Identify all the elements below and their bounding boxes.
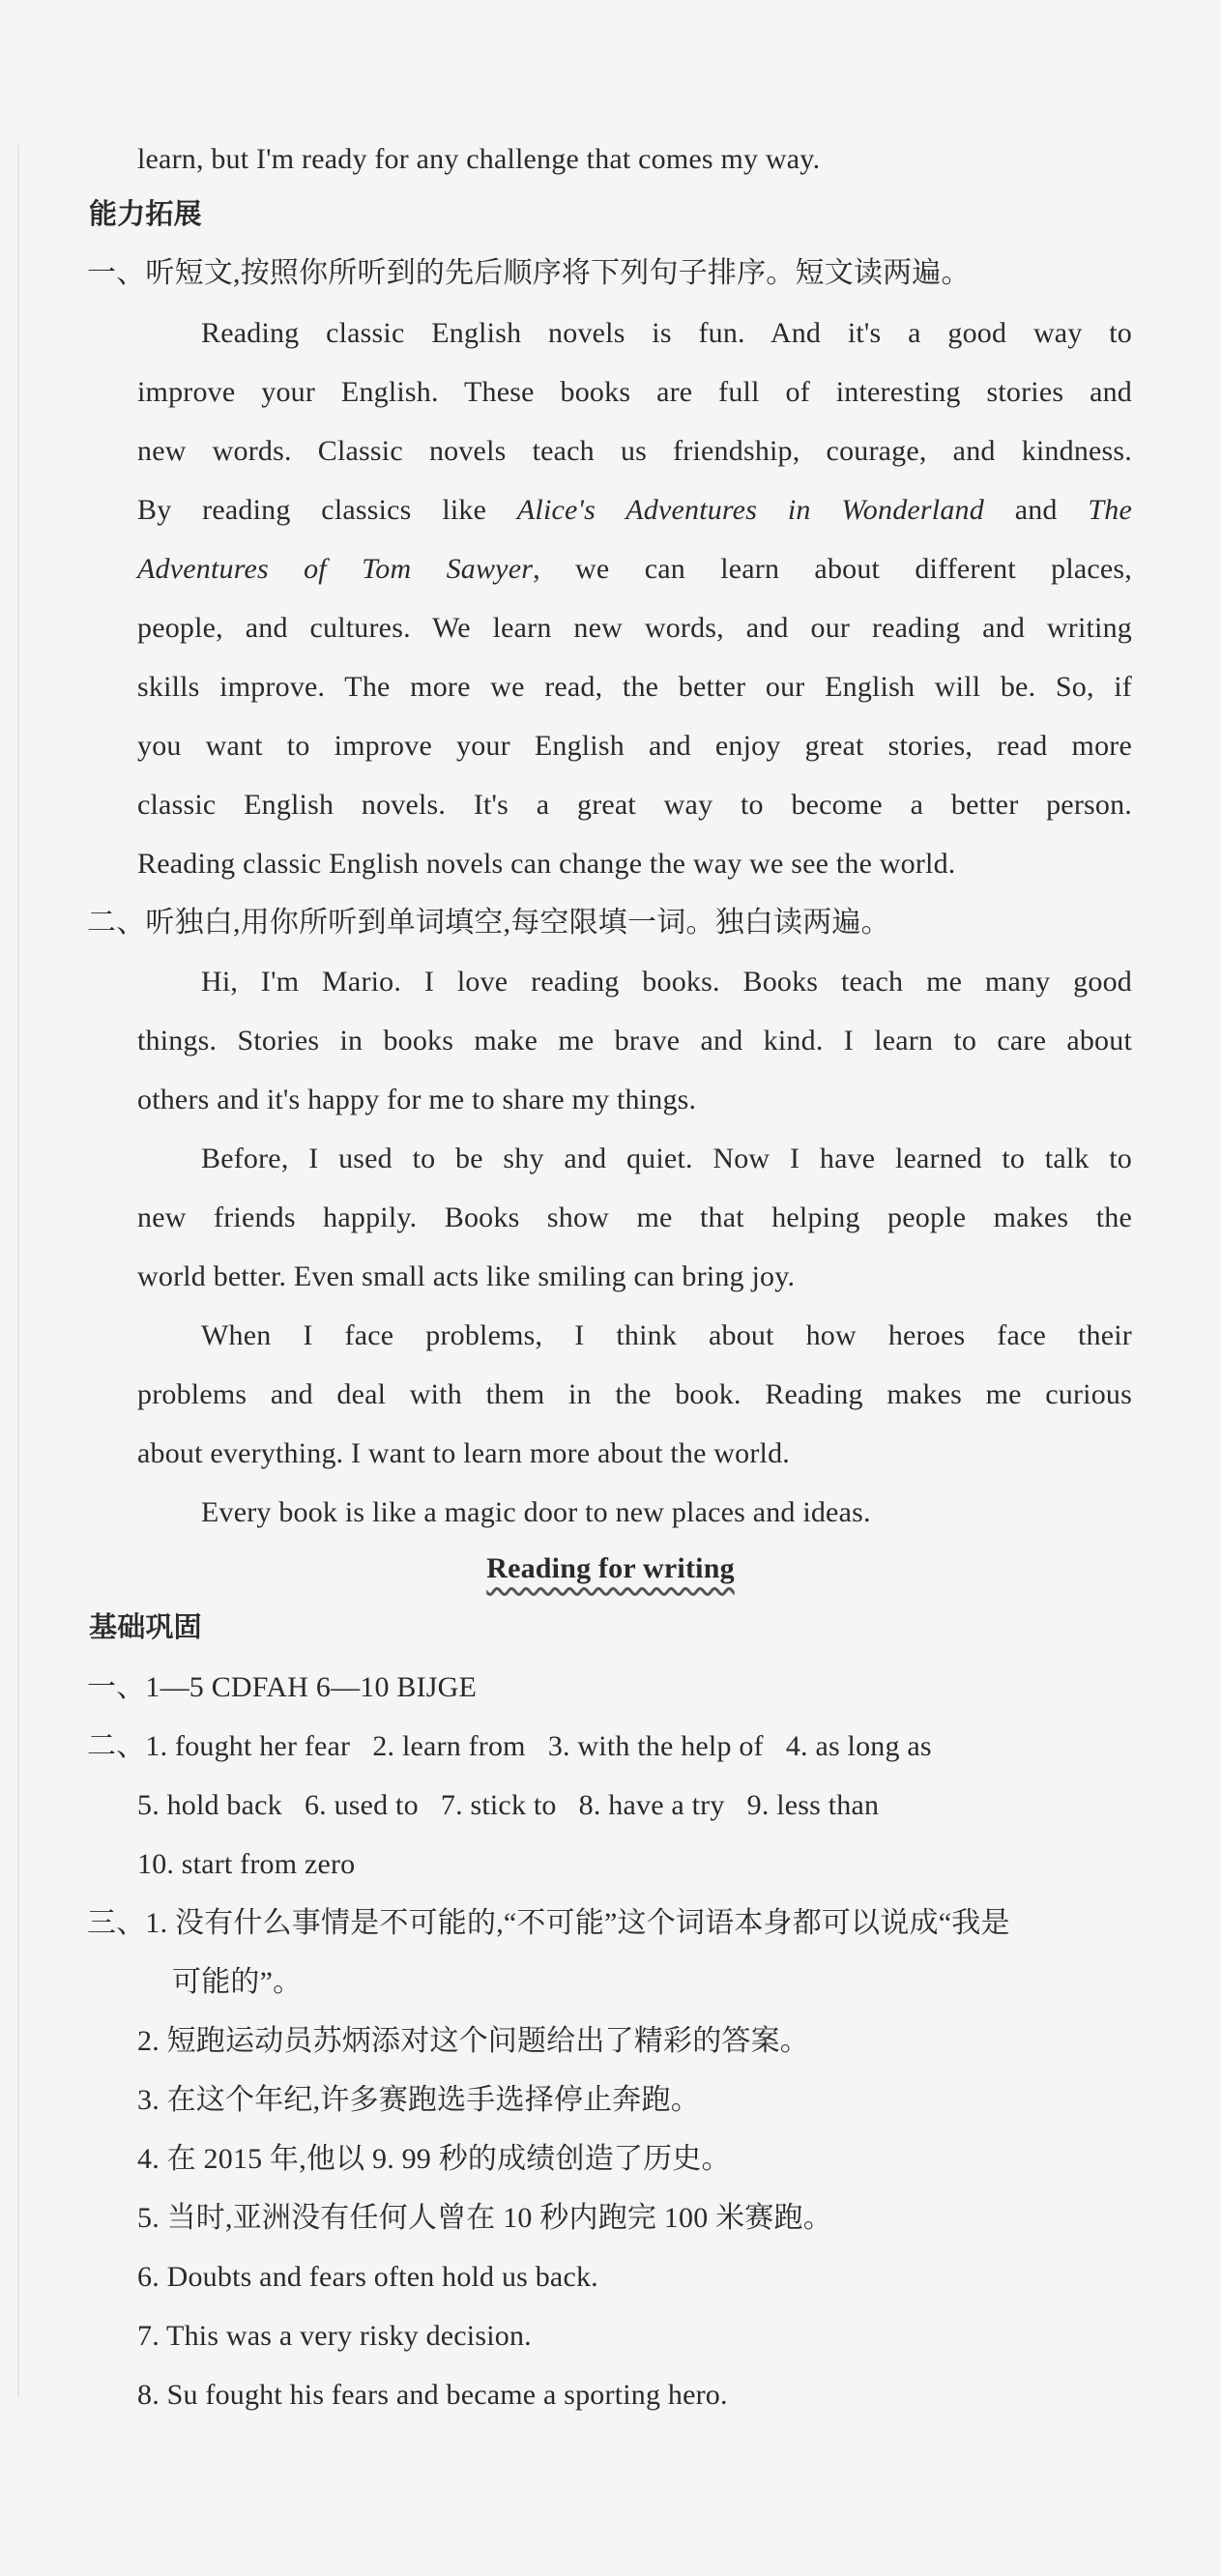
- passage-line: Reading classic English novels is fun. And it's a good way to: [201, 317, 1132, 349]
- passage-text: By reading classics like: [137, 494, 487, 526]
- passage-line: people, and cultures. We learn new words, and our reading and writing: [137, 612, 1132, 644]
- answer-line: 二、1. fought her fear 2. learn from 3. with the help of 4. as long as: [87, 1730, 932, 1762]
- answer-line: 一、1—5 CDFAH 6—10 BIJGE: [87, 1671, 478, 1703]
- answer-line: 7. This was a very risky decision.: [137, 2320, 532, 2352]
- passage-line: classic English novels. It's a great way to become a better person.: [137, 789, 1132, 821]
- book-title-tom-sawyer: Adventures of Tom Sawyer: [137, 553, 534, 585]
- monologue-line: world better. Even small acts like smiling can bring joy.: [137, 1260, 796, 1292]
- answer-line: 10. start from zero: [137, 1848, 356, 1880]
- monologue-line: others and it's happy for me to share my things.: [137, 1084, 697, 1115]
- passage-line: you want to improve your English and enjoy great stories, read more: [137, 730, 1132, 762]
- passage-line: skills improve. The more we read, the better our English will be. So, if: [137, 671, 1132, 703]
- section-heading-basics: 基础巩固: [89, 1612, 202, 1643]
- book-title-the: The: [1088, 494, 1133, 526]
- answer-line: 6. Doubts and fears often hold us back.: [137, 2261, 598, 2293]
- answer-line: 8. Su fought his fears and became a sporting hero.: [137, 2379, 728, 2411]
- monologue-line: When I face problems, I think about how heroes face their: [201, 1319, 1132, 1351]
- monologue-line: Every book is like a magic door to new places and ideas.: [201, 1496, 871, 1528]
- monologue-line: things. Stories in books make me brave and kind. I learn to care about: [137, 1025, 1132, 1056]
- passage-line-titles: [137, 550, 1132, 589]
- answer-line: 可能的”。: [172, 1966, 303, 1998]
- book-title-alice: Alice's Adventures in Wonderland: [516, 494, 984, 526]
- section-heading-ability: 能力拓展: [89, 199, 202, 230]
- answer-line: 2. 短跑运动员苏炳添对这个问题给出了精彩的答案。: [137, 2025, 809, 2057]
- passage-line: improve your English. These books are full of interesting stories and: [137, 376, 1132, 408]
- monologue-line: about everything. I want to learn more about the world.: [137, 1437, 790, 1469]
- passage-text: and: [1014, 494, 1058, 526]
- question-1-instruction: 一、听短文,按照你所听到的先后顺序将下列句子排序。短文读两遍。: [87, 257, 971, 289]
- answer-line: 5. 当时,亚洲没有任何人曾在 10 秒内跑完 100 米赛跑。: [137, 2202, 832, 2234]
- text-line: learn, but I'm ready for any challenge that comes my way.: [137, 143, 821, 175]
- reading-for-writing-title: Reading for writing: [486, 1552, 735, 1584]
- monologue-line: Hi, I'm Mario. I love reading books. Books teach me many good: [201, 966, 1132, 998]
- answer-line: 三、1. 没有什么事情是不可能的,“不可能”这个词语本身都可以说成“我是: [87, 1907, 1010, 1939]
- passage-line: Reading classic English novels can change the way we see the world.: [137, 848, 956, 880]
- answer-line: 3. 在这个年纪,许多赛跑选手选择停止奔跑。: [137, 2084, 700, 2116]
- question-2-instruction: 二、听独白,用你所听到单词填空,每空限填一词。独白读两遍。: [87, 907, 890, 939]
- page-edge-line: [17, 145, 19, 2397]
- section-title-reading-for-writing: [0, 1549, 1221, 1588]
- answer-line: 4. 在 2015 年,他以 9. 99 秒的成绩创造了历史。: [137, 2143, 731, 2175]
- monologue-line: problems and deal with them in the book. Reading makes me curious: [137, 1378, 1132, 1410]
- passage-line: new words. Classic novels teach us friendship, courage, and kindness.: [137, 435, 1132, 467]
- passage-text: , we can learn about different places,: [533, 553, 1132, 585]
- monologue-line: new friends happily. Books show me that helping people makes the: [137, 1201, 1132, 1233]
- monologue-line: Before, I used to be shy and quiet. Now I have learned to talk to: [201, 1143, 1132, 1174]
- answer-line: 5. hold back 6. used to 7. stick to 8. have a try 9. less than: [137, 1789, 880, 1821]
- passage-line-titles: [137, 491, 1132, 530]
